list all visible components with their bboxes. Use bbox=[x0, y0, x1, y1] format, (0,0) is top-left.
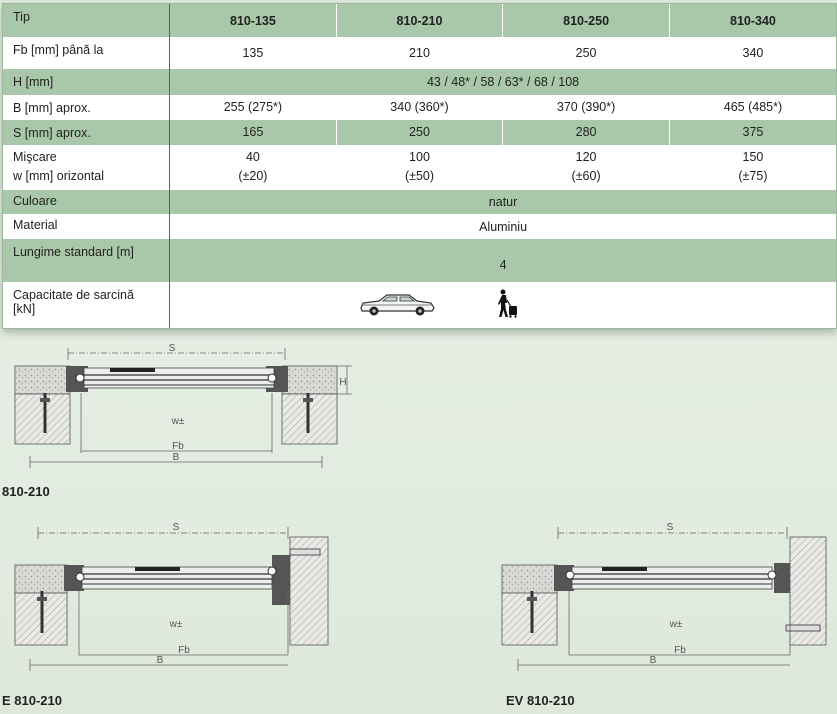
label-s: S bbox=[172, 522, 180, 533]
table-cell bbox=[170, 145, 337, 190]
miscare-tolerance: (±75) bbox=[738, 169, 768, 184]
load-icons bbox=[357, 289, 519, 319]
table-cell: 375 bbox=[669, 120, 836, 145]
table-row-miscare bbox=[3, 145, 836, 190]
row-label: S [mm] aprox. bbox=[3, 120, 170, 145]
spec-table bbox=[2, 3, 837, 329]
table-cell: 370 (390*) bbox=[503, 95, 670, 120]
row-label: B [mm] aprox. bbox=[3, 95, 170, 120]
section-drawing-e-810-210 bbox=[0, 515, 340, 675]
label-b: B bbox=[156, 655, 164, 666]
miscare-value: 100 bbox=[409, 150, 430, 165]
row-label: Culoare bbox=[3, 190, 170, 214]
label-s: S bbox=[168, 343, 176, 354]
table-header-row bbox=[3, 4, 836, 37]
miscare-value: 120 bbox=[575, 150, 597, 165]
model-810-340: 810-340 bbox=[669, 4, 836, 37]
row-label: Fb [mm] până la bbox=[3, 37, 170, 69]
table-row-s bbox=[3, 120, 836, 145]
table-cell: 255 (275*) bbox=[170, 95, 337, 120]
car-icon bbox=[357, 290, 437, 318]
drawing-caption-e-810-210: E 810-210 bbox=[2, 693, 62, 708]
row-label-line2: w [mm] orizontal bbox=[13, 168, 104, 183]
table-row-material bbox=[3, 214, 836, 239]
table-cell: 340 (360*) bbox=[336, 95, 503, 120]
table-cell: natur bbox=[170, 190, 836, 214]
table-row-fb bbox=[3, 37, 836, 69]
table-cell: 465 (485*) bbox=[669, 95, 836, 120]
model-810-135: 810-135 bbox=[170, 4, 337, 37]
row-label: Material bbox=[3, 214, 170, 239]
row-label: H [mm] bbox=[3, 69, 170, 94]
label-fb: Fb bbox=[178, 645, 190, 656]
miscare-tolerance: (±60) bbox=[571, 169, 601, 184]
table-cell: 250 bbox=[503, 37, 670, 69]
drawing-caption-ev-810-210: EV 810-210 bbox=[506, 693, 575, 708]
table-row-lungime bbox=[3, 239, 836, 281]
table-cell: 135 bbox=[170, 37, 337, 69]
miscare-tolerance: (±20) bbox=[238, 169, 268, 184]
row-label bbox=[3, 145, 170, 190]
table-cell: 250 bbox=[336, 120, 503, 145]
table-cell: 340 bbox=[669, 37, 836, 69]
table-cell: 165 bbox=[170, 120, 337, 145]
label-s: S bbox=[666, 522, 674, 533]
miscare-tolerance: (±50) bbox=[404, 169, 435, 184]
miscare-value: 40 bbox=[245, 150, 260, 165]
table-cell bbox=[170, 282, 836, 328]
table-cell: 280 bbox=[503, 120, 670, 145]
table-row-b bbox=[3, 95, 836, 120]
row-label-line1: Mişcare bbox=[13, 149, 57, 164]
label-h: H bbox=[339, 377, 347, 388]
table-cell: 4 bbox=[170, 239, 836, 281]
label-b: B bbox=[649, 655, 657, 666]
header-label: Tip bbox=[3, 4, 170, 37]
table-cell: 43 / 48* / 58 / 63* / 68 / 108 bbox=[170, 69, 836, 94]
section-drawing-ev-810-210 bbox=[490, 515, 830, 675]
miscare-value: 150 bbox=[742, 150, 764, 165]
model-810-250: 810-250 bbox=[503, 4, 670, 37]
row-label: Lungime standard [m] bbox=[3, 239, 170, 281]
label-b: B bbox=[172, 452, 180, 463]
label-fb: Fb bbox=[674, 645, 686, 656]
pedestrian-luggage-icon bbox=[497, 289, 519, 319]
table-cell bbox=[669, 145, 836, 190]
label-w: w± bbox=[169, 619, 183, 630]
table-row-culoare bbox=[3, 190, 836, 214]
section-drawing-810-210 bbox=[0, 338, 370, 478]
row-label: Capacitate de sarcină [kN] bbox=[3, 282, 170, 328]
model-810-210: 810-210 bbox=[336, 4, 503, 37]
table-cell: Aluminiu bbox=[170, 214, 836, 239]
table-cell: 210 bbox=[336, 37, 503, 69]
table-row-h bbox=[3, 69, 836, 94]
drawing-caption-810-210: 810-210 bbox=[2, 484, 50, 499]
table-cell bbox=[503, 145, 670, 190]
label-w: w± bbox=[171, 416, 185, 427]
label-w: w± bbox=[669, 619, 683, 630]
table-cell bbox=[336, 145, 503, 190]
label-fb: Fb bbox=[172, 441, 184, 452]
table-row-capacitate bbox=[3, 282, 836, 328]
